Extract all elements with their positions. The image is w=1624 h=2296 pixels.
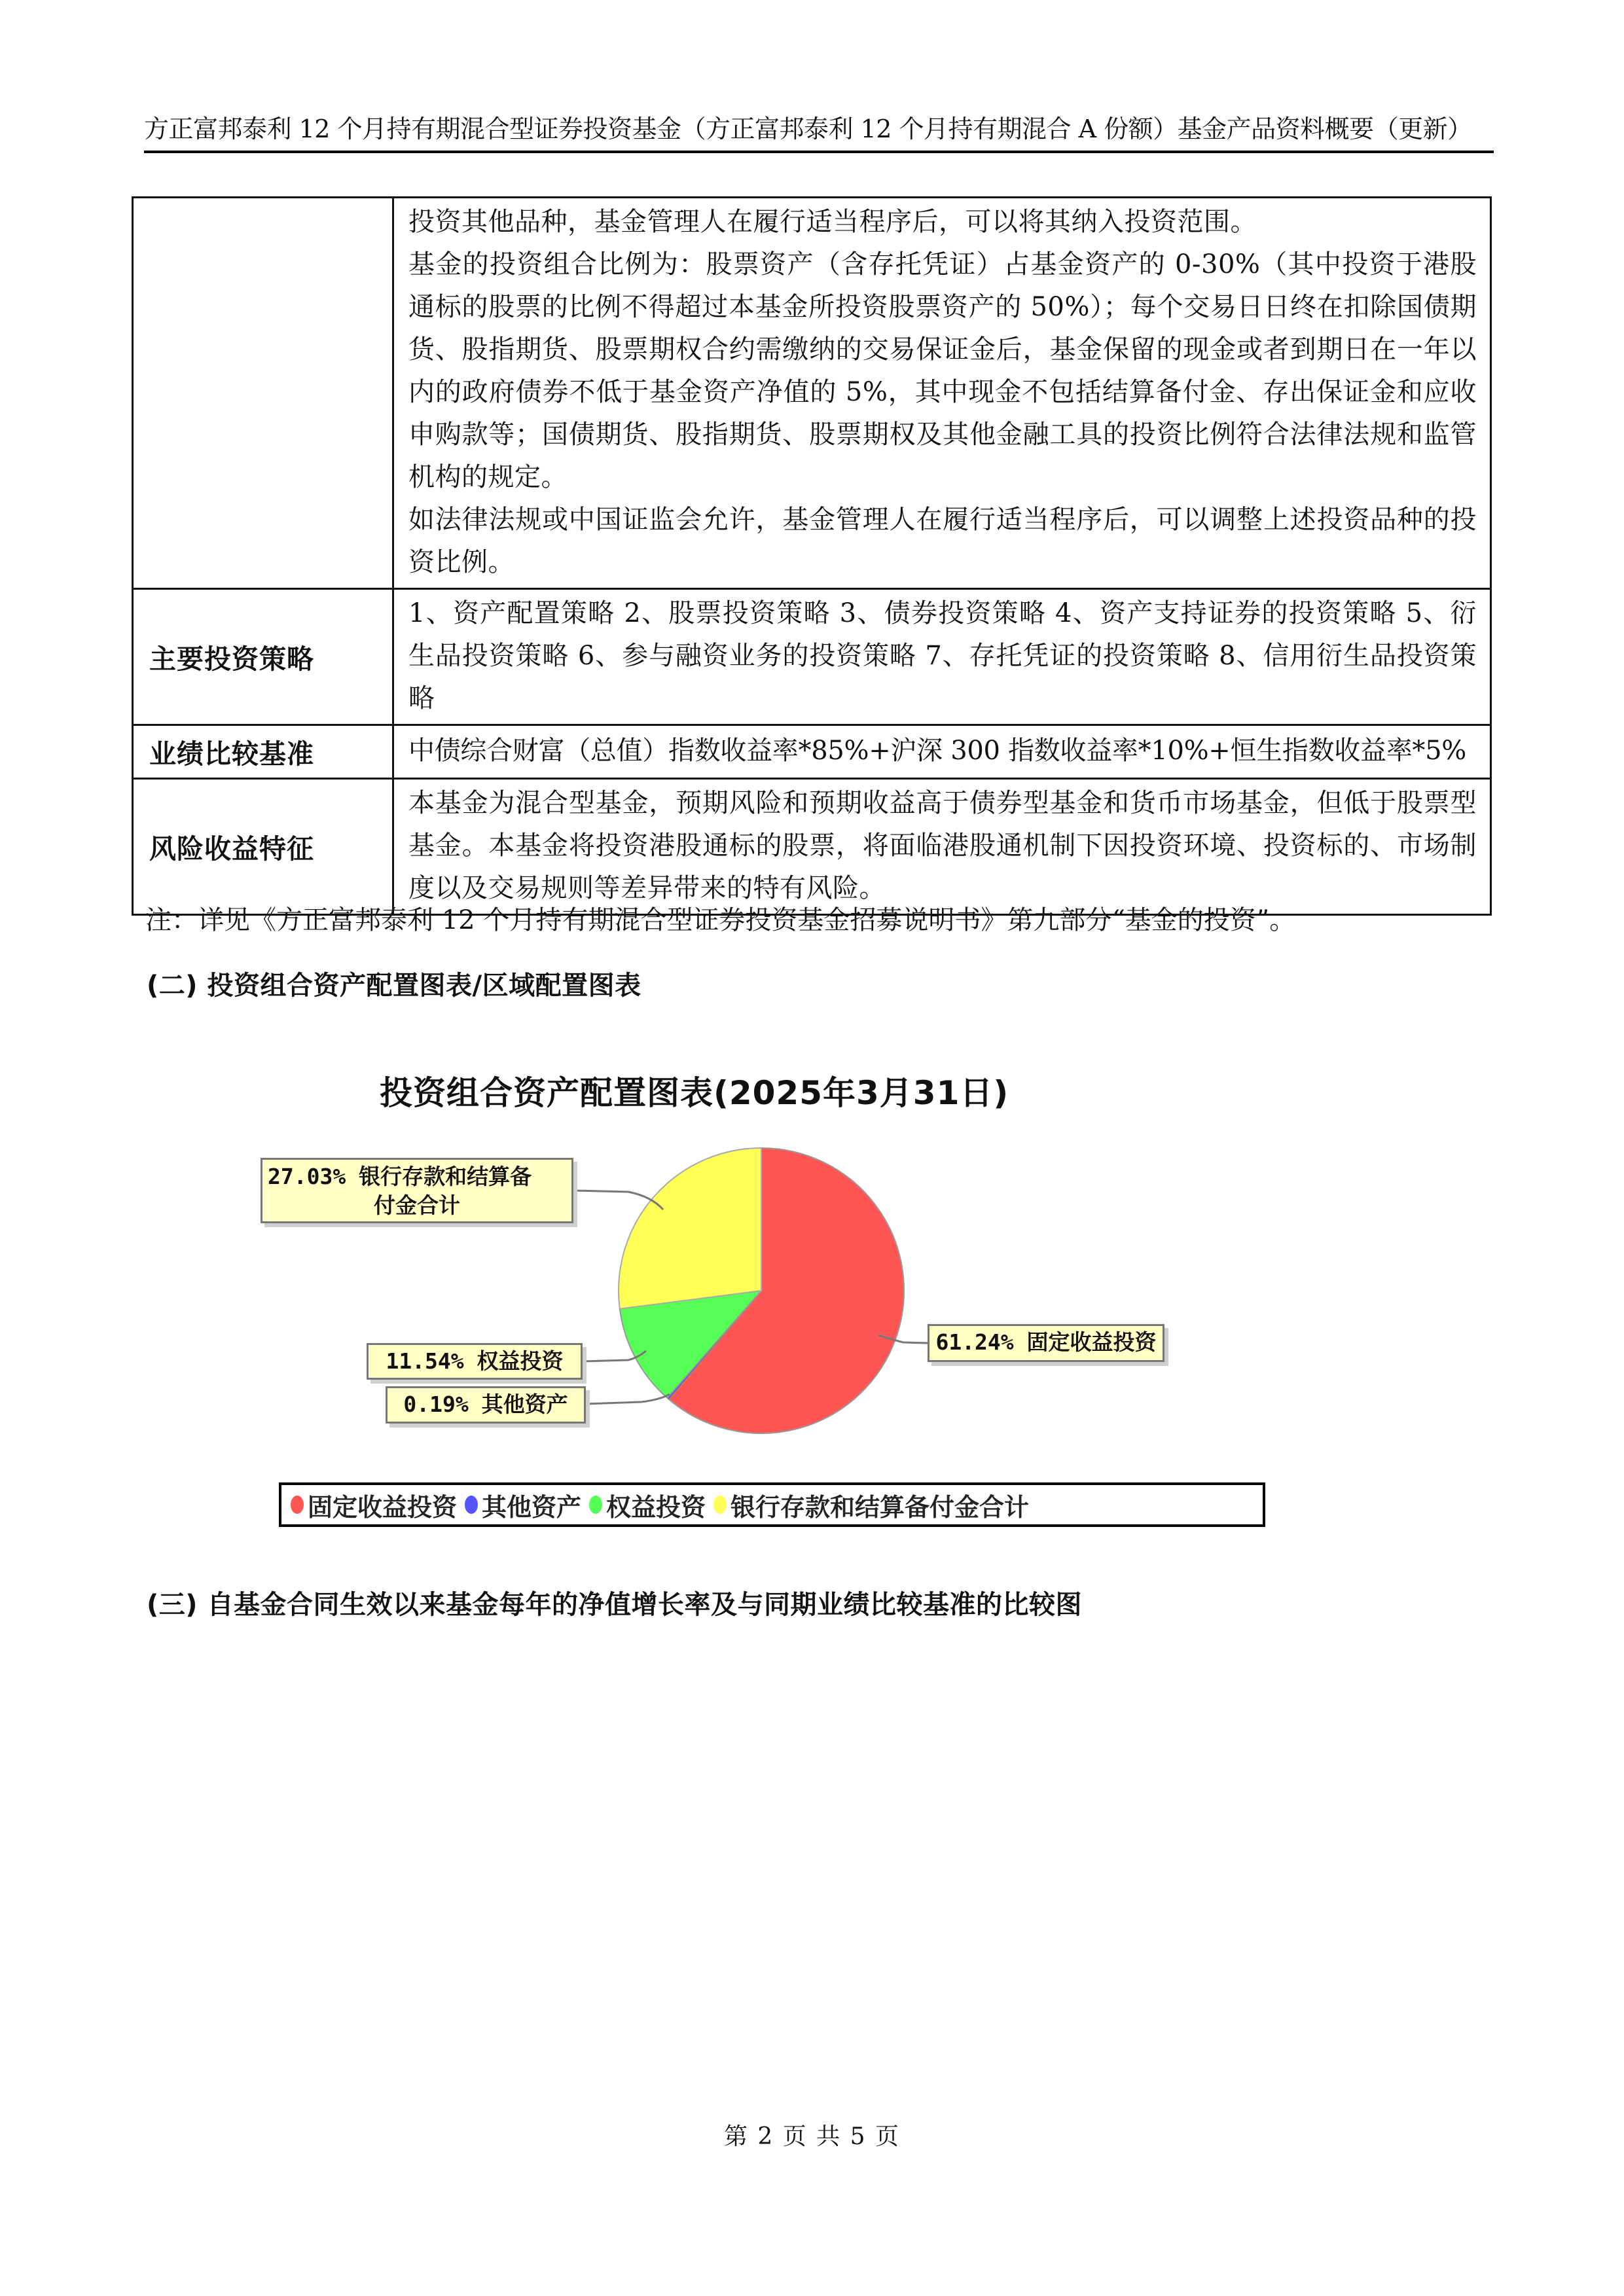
table-note: 注：详见《方正富邦泰利 12 个月持有期混合型证券投资基金招募说明书》第九部分“基金的投资”。 <box>145 905 1296 935</box>
data-label-equity: 11.54% 权益投资 <box>367 1343 583 1380</box>
paragraph: 投资其他品种，基金管理人在履行适当程序后，可以将其纳入投资范围。 <box>408 207 1257 237</box>
data-label-fixed-income: 61.24% 固定收益投资 <box>928 1324 1164 1362</box>
row-content <box>393 779 1491 915</box>
document-header-title: 方正富邦泰利 12 个月持有期混合型证券投资基金（方正富邦泰利 12 个月持有期混合 A 份额）基金产品资料概要（更新） <box>144 115 1472 143</box>
legend-item-fixed-income <box>291 1487 457 1523</box>
leader-line-bank <box>573 1191 663 1210</box>
row-label-risk-return: 风险收益特征 <box>133 779 393 915</box>
section-heading-asset-allocation: (二) 投资组合资产配置图表/区域配置图表 <box>147 971 641 1001</box>
pie-slice-fixed-income <box>669 1148 905 1433</box>
legend-item-other-assets <box>465 1487 581 1523</box>
row-label <box>133 198 393 589</box>
pie-slice-equity <box>620 1291 761 1398</box>
table-row <box>133 198 1491 589</box>
section-heading-nav-growth: (三) 自基金合同生效以来基金每年的净值增长率及与同期业绩比较基准的比较图 <box>147 1590 1082 1620</box>
legend-dot-icon <box>291 1496 304 1514</box>
pie-slice-other-assets <box>667 1291 761 1399</box>
row-content <box>393 198 1491 589</box>
legend-label: 银行存款和结算备付金合计 <box>731 1492 1030 1522</box>
leader-line-equity <box>583 1351 646 1361</box>
paragraph: 中债综合财富（总值）指数收益率*85%+沪深 300 指数收益率*10%+恒生指数收益率*5% <box>408 736 1466 766</box>
chart-legend <box>279 1482 1265 1527</box>
header-divider <box>144 151 1494 153</box>
row-label-investment-strategy: 主要投资策略 <box>133 589 393 725</box>
table-row <box>133 725 1491 779</box>
pie-chart <box>619 1148 904 1433</box>
data-label-line: 付金合计 <box>374 1193 460 1218</box>
data-label-other-assets: 0.19% 其他资产 <box>386 1386 586 1424</box>
leader-line-other <box>586 1394 670 1404</box>
legend-dot-icon <box>713 1496 727 1514</box>
legend-label: 其他资产 <box>482 1492 582 1522</box>
table-row <box>133 779 1491 915</box>
leader-line-fixed <box>878 1335 928 1343</box>
row-label-benchmark: 业绩比较基准 <box>133 725 393 779</box>
chart-title: 投资组合资产配置图表(2025年3月31日) <box>380 1074 1009 1112</box>
legend-item-equity <box>589 1487 706 1523</box>
row-content <box>393 725 1491 779</box>
paragraph: 如法律法规或中国证监会允许，基金管理人在履行适当程序后，可以调整上述投资品种的投资比例。 <box>408 505 1477 577</box>
legend-dot-icon <box>589 1496 602 1514</box>
paragraph: 本基金为混合型基金，预期风险和预期收益高于债券型基金和货币市场基金，但低于股票型基金。本基金将投资港股通标的股票，将面临港股通机制下因投资环境、投资标的、市场制度以及交易规则等差异带来的特有风险。 <box>408 788 1477 903</box>
pie-slice-bank-deposits <box>619 1148 761 1309</box>
legend-dot-icon <box>465 1496 478 1514</box>
legend-label: 权益投资 <box>606 1492 706 1522</box>
row-content <box>393 589 1491 725</box>
table-row <box>133 589 1491 725</box>
paragraph: 基金的投资组合比例为：股票资产（含存托凭证）占基金资产的 0-30%（其中投资于港股通标的股票的比例不得超过本基金所投资股票资产的 50%）；每个交易日日终在扣除国债期货、股指期货、股票期权合约需缴纳的交易保证金后，基金保留的现金或者到期日在一年以内的政府债券不低于基金资产净值的 5%，其中现金不包括结算备付金、存出保证金和应收申购款等；国债期货、股指期货、股票期权及其他金融工具的投资比例符合法律法规和监管机构的规定。 <box>408 249 1477 492</box>
data-label-bank-deposits <box>261 1158 573 1223</box>
data-label-line: 27.03% 银行存款和结算备 <box>268 1164 532 1189</box>
legend-item-bank-deposits <box>713 1487 1029 1523</box>
paragraph: 1、资产配置策略 2、股票投资策略 3、债券投资策略 4、资产支持证券的投资策略 5、衍生品投资策略 6、参与融资业务的投资策略 7、存托凭证的投资策略 8、信用衍生品投资策略 <box>408 598 1477 713</box>
legend-label: 固定收益投资 <box>308 1492 458 1522</box>
page-number: 第 2 页 共 5 页 <box>723 2123 901 2150</box>
fund-info-table <box>132 196 1492 916</box>
